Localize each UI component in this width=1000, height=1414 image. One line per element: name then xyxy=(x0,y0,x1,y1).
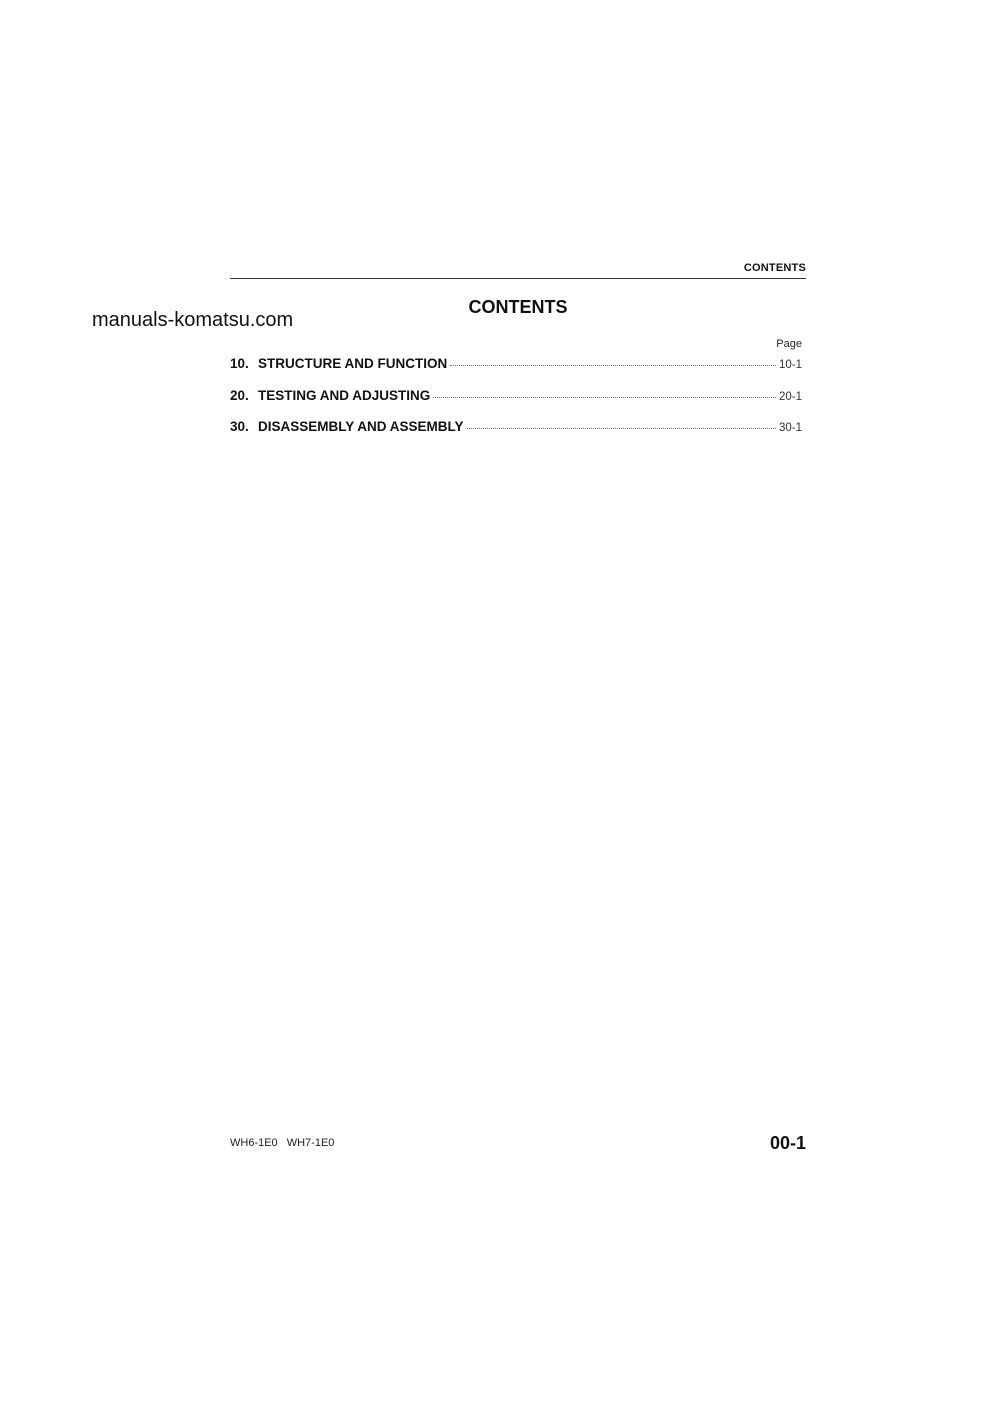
toc-entry[interactable] xyxy=(230,356,802,371)
toc-entry[interactable] xyxy=(230,388,802,403)
toc-page: 30-1 xyxy=(778,422,802,434)
toc-number: 30. xyxy=(230,419,249,434)
toc-label: STRUCTURE AND FUNCTION xyxy=(258,356,448,371)
toc-number: 20. xyxy=(230,388,249,403)
toc-page: 20-1 xyxy=(778,391,802,403)
header-rule xyxy=(230,278,806,279)
watermark: manuals-komatsu.com xyxy=(92,309,294,331)
toc-page: 10-1 xyxy=(778,359,802,371)
dot-leader xyxy=(467,428,776,429)
running-header: CONTENTS xyxy=(743,262,806,274)
footer-page-number: 00-1 xyxy=(769,1133,806,1153)
toc-entry[interactable] xyxy=(230,419,802,434)
dot-leader xyxy=(433,397,776,398)
toc-label: DISASSEMBLY AND ASSEMBLY xyxy=(258,419,464,434)
dot-leader xyxy=(450,365,776,366)
page-column-label: Page xyxy=(776,338,802,350)
page-title: CONTENTS xyxy=(468,297,568,317)
footer-models: WH6-1E0 WH7-1E0 xyxy=(230,1137,335,1149)
toc-label: TESTING AND ADJUSTING xyxy=(258,388,431,403)
toc-number: 10. xyxy=(230,356,249,371)
